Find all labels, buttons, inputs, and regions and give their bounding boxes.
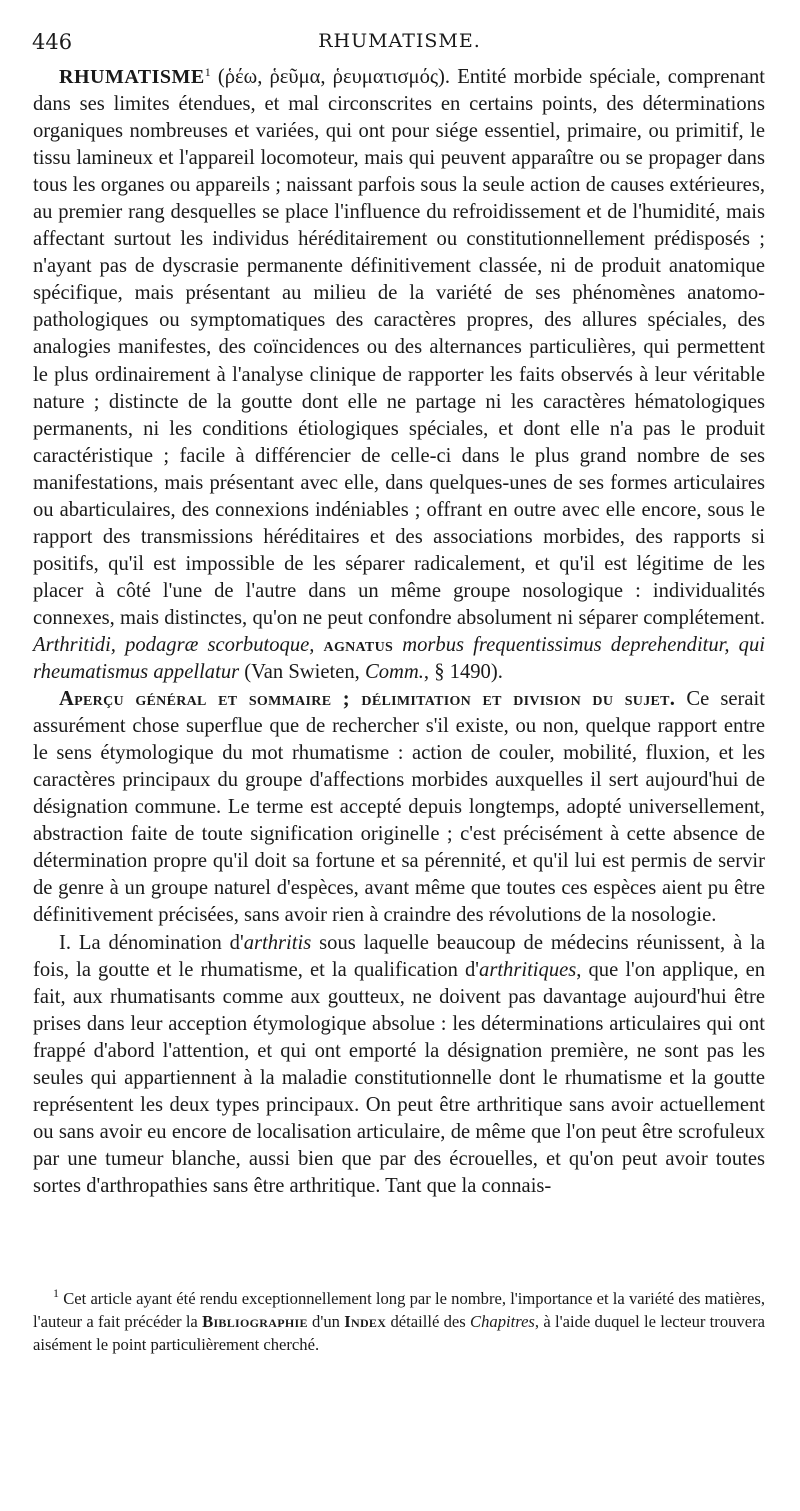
footnote-text-b: d'un: [312, 1312, 340, 1331]
footnote: [33, 1287, 765, 1356]
footnote-index: Index: [344, 1312, 387, 1331]
term-arthritiques: arthritiques: [479, 958, 577, 981]
paragraph-numeral: I.: [59, 931, 72, 954]
latin-quote-agnatus: agnatus: [323, 633, 394, 656]
citation-open: (Van Swieten,: [244, 661, 360, 684]
footnote-reference[interactable]: 1: [204, 65, 211, 79]
section-heading: Aperçu général et sommaire ; délimitation et division du sujet.: [59, 688, 676, 711]
definition-paragraph: [33, 64, 765, 686]
latin-quote-part1: Arthritidi, podagræ scorbutoque,: [33, 633, 315, 656]
citation-ref: , § 1490).: [423, 661, 503, 684]
footnote-paragraph: [33, 1287, 765, 1356]
paragraph-I: [33, 930, 765, 1200]
citation-work: Comm.: [364, 661, 424, 684]
latin-quote-part2: morbus frequentissimus deprehenditur, qui rheumatismus appellatur: [33, 633, 765, 684]
footnote-text-a: Cet article ayant été rendu exceptionnellement long par le nombre, l'importance et la variété des matières, l'auteur a fait précéder la: [33, 1289, 765, 1331]
page-header: [32, 30, 767, 54]
term-arthritis: arthritis: [243, 931, 312, 954]
etymology: (ῥέω, ῥεῦμα, ῥευματισμός).: [217, 66, 451, 88]
paragraph-I-text-c: , que l'on applique, en fait, aux rhumatisants comme aux goutteux, ne doivent pas davantage aujourd'hui être prises dans leur acception étymologique absolue : les déterminations articulaires qui ont frappé d'abord l'attention, et qui ont emporté la désignation première, ne sont pas les seules qui appartiennent à la maladie constitutionnelle dont le rhumatisme et la goutte représentent les deux types principaux. On peut être arthritique sans avoir actuellement ou sans avoir eu encore de localisation articulaire, de même que l'on peut être scrofuleux par une tumeur blanche, aussi bien que par des écrouelles, et qu'on peut avoir toutes sortes d'arthropathies sans être arthritique. Tant que la connais-: [33, 958, 766, 1197]
paragraph-I-text-a: La dénomination d': [78, 931, 244, 954]
running-title: RHUMATISME.: [318, 30, 481, 52]
definition-text: Entité morbide spéciale, comprenant dans ses limites étendues, et mal circonscrites en certains points, des déterminations organiques nombreuses et variées, qui ont pour siége essentiel, primaire, ou primitif, le tissu lamineux et l'appareil locomoteur, mais qui peuvent apparaître ou se propager dans tous les organes ou appareils ; naissant parfois sous la seule action de causes extérieures, au premier rang desquelles se place l'influence du refroidissement et de l'humidité, mais affectant surtout les individus héréditairement ou constitutionnellement prédisposés ; n'ayant pas de dyscrasie permanente définitivement classée, ni de produit anatomique spécifique, mais présentant au milieu de la variété de ses phénomènes anatomo-pathologiques ou symptomatiques des caractères propres, des allures spéciales, des analogies manifestes, des coïncidences ou des alternances particulières, qui permettent le plus ordinairement à l'analyse clinique de rapporter les faits observés à leur véritable nature ; distincte de la goutte dont elle ne partage ni les caractères hématologiques permanents, ni les conditions étiologiques spéciales, et dont elle n'a pas le produit caractéristique ; facile à différencier de celle-ci dans le plus grand nombre de ses manifestations, mais présentant avec elle, dans quelques-unes de ses formes articulaires ou abarticulaires, des connexions indéniables ; offrant en outre avec elle encore, sous le rapport des transmissions héréditaires et des associations morbides, des rapports si positifs, qu'il est impossible de les séparer radicalement, et qu'il est légitime de les placer à côté l'une de l'autre dans un même groupe nosologique : individualités connexes, mais distinctes, qu'on ne peut confondre absolument ni séparer complétement.: [33, 66, 766, 629]
overview-paragraph: [33, 686, 765, 929]
page-number: 446: [32, 30, 73, 54]
article-body: [33, 64, 765, 1200]
footnote-mark: 1: [53, 1286, 59, 1300]
footnote-text-c: détaillé des: [390, 1312, 466, 1331]
paragraph-I-text-b: sous laquelle beaucoup de médecins réunissent, à la fois, la goutte et le rhumatisme, et la qualification d': [33, 931, 765, 981]
footnote-chapitres: Chapitres: [470, 1312, 535, 1331]
entry-headword: RHUMATISME: [59, 66, 205, 88]
footnote-text-d: , à l'aide duquel le lecteur trouvera aisément le point particulièrement cherché.: [33, 1312, 765, 1354]
overview-text: Ce serait assurément chose superflue que de rechercher s'il existe, ou non, quelque rapport entre le sens étymologique du mot rhumatisme : action de couler, mobilité, fluxion, et les caractères principaux du groupe d'affections morbides auxquelles il sert aujourd'hui de désignation commune. Le terme est accepté depuis longtemps, adopté universellement, abstraction faite de toute signification originelle ; c'est précisément à cette absence de détermination propre qu'il doit sa fortune et sa pérennité, et qu'il lui est permis de servir de genre à un groupe naturel d'espèces, avant même que toutes ces espèces aient pu être définitivement précisées, sans avoir rien à craindre des révolutions de la nosologie.: [33, 688, 765, 927]
footnote-bibliographie: Bibliographie: [202, 1312, 308, 1331]
